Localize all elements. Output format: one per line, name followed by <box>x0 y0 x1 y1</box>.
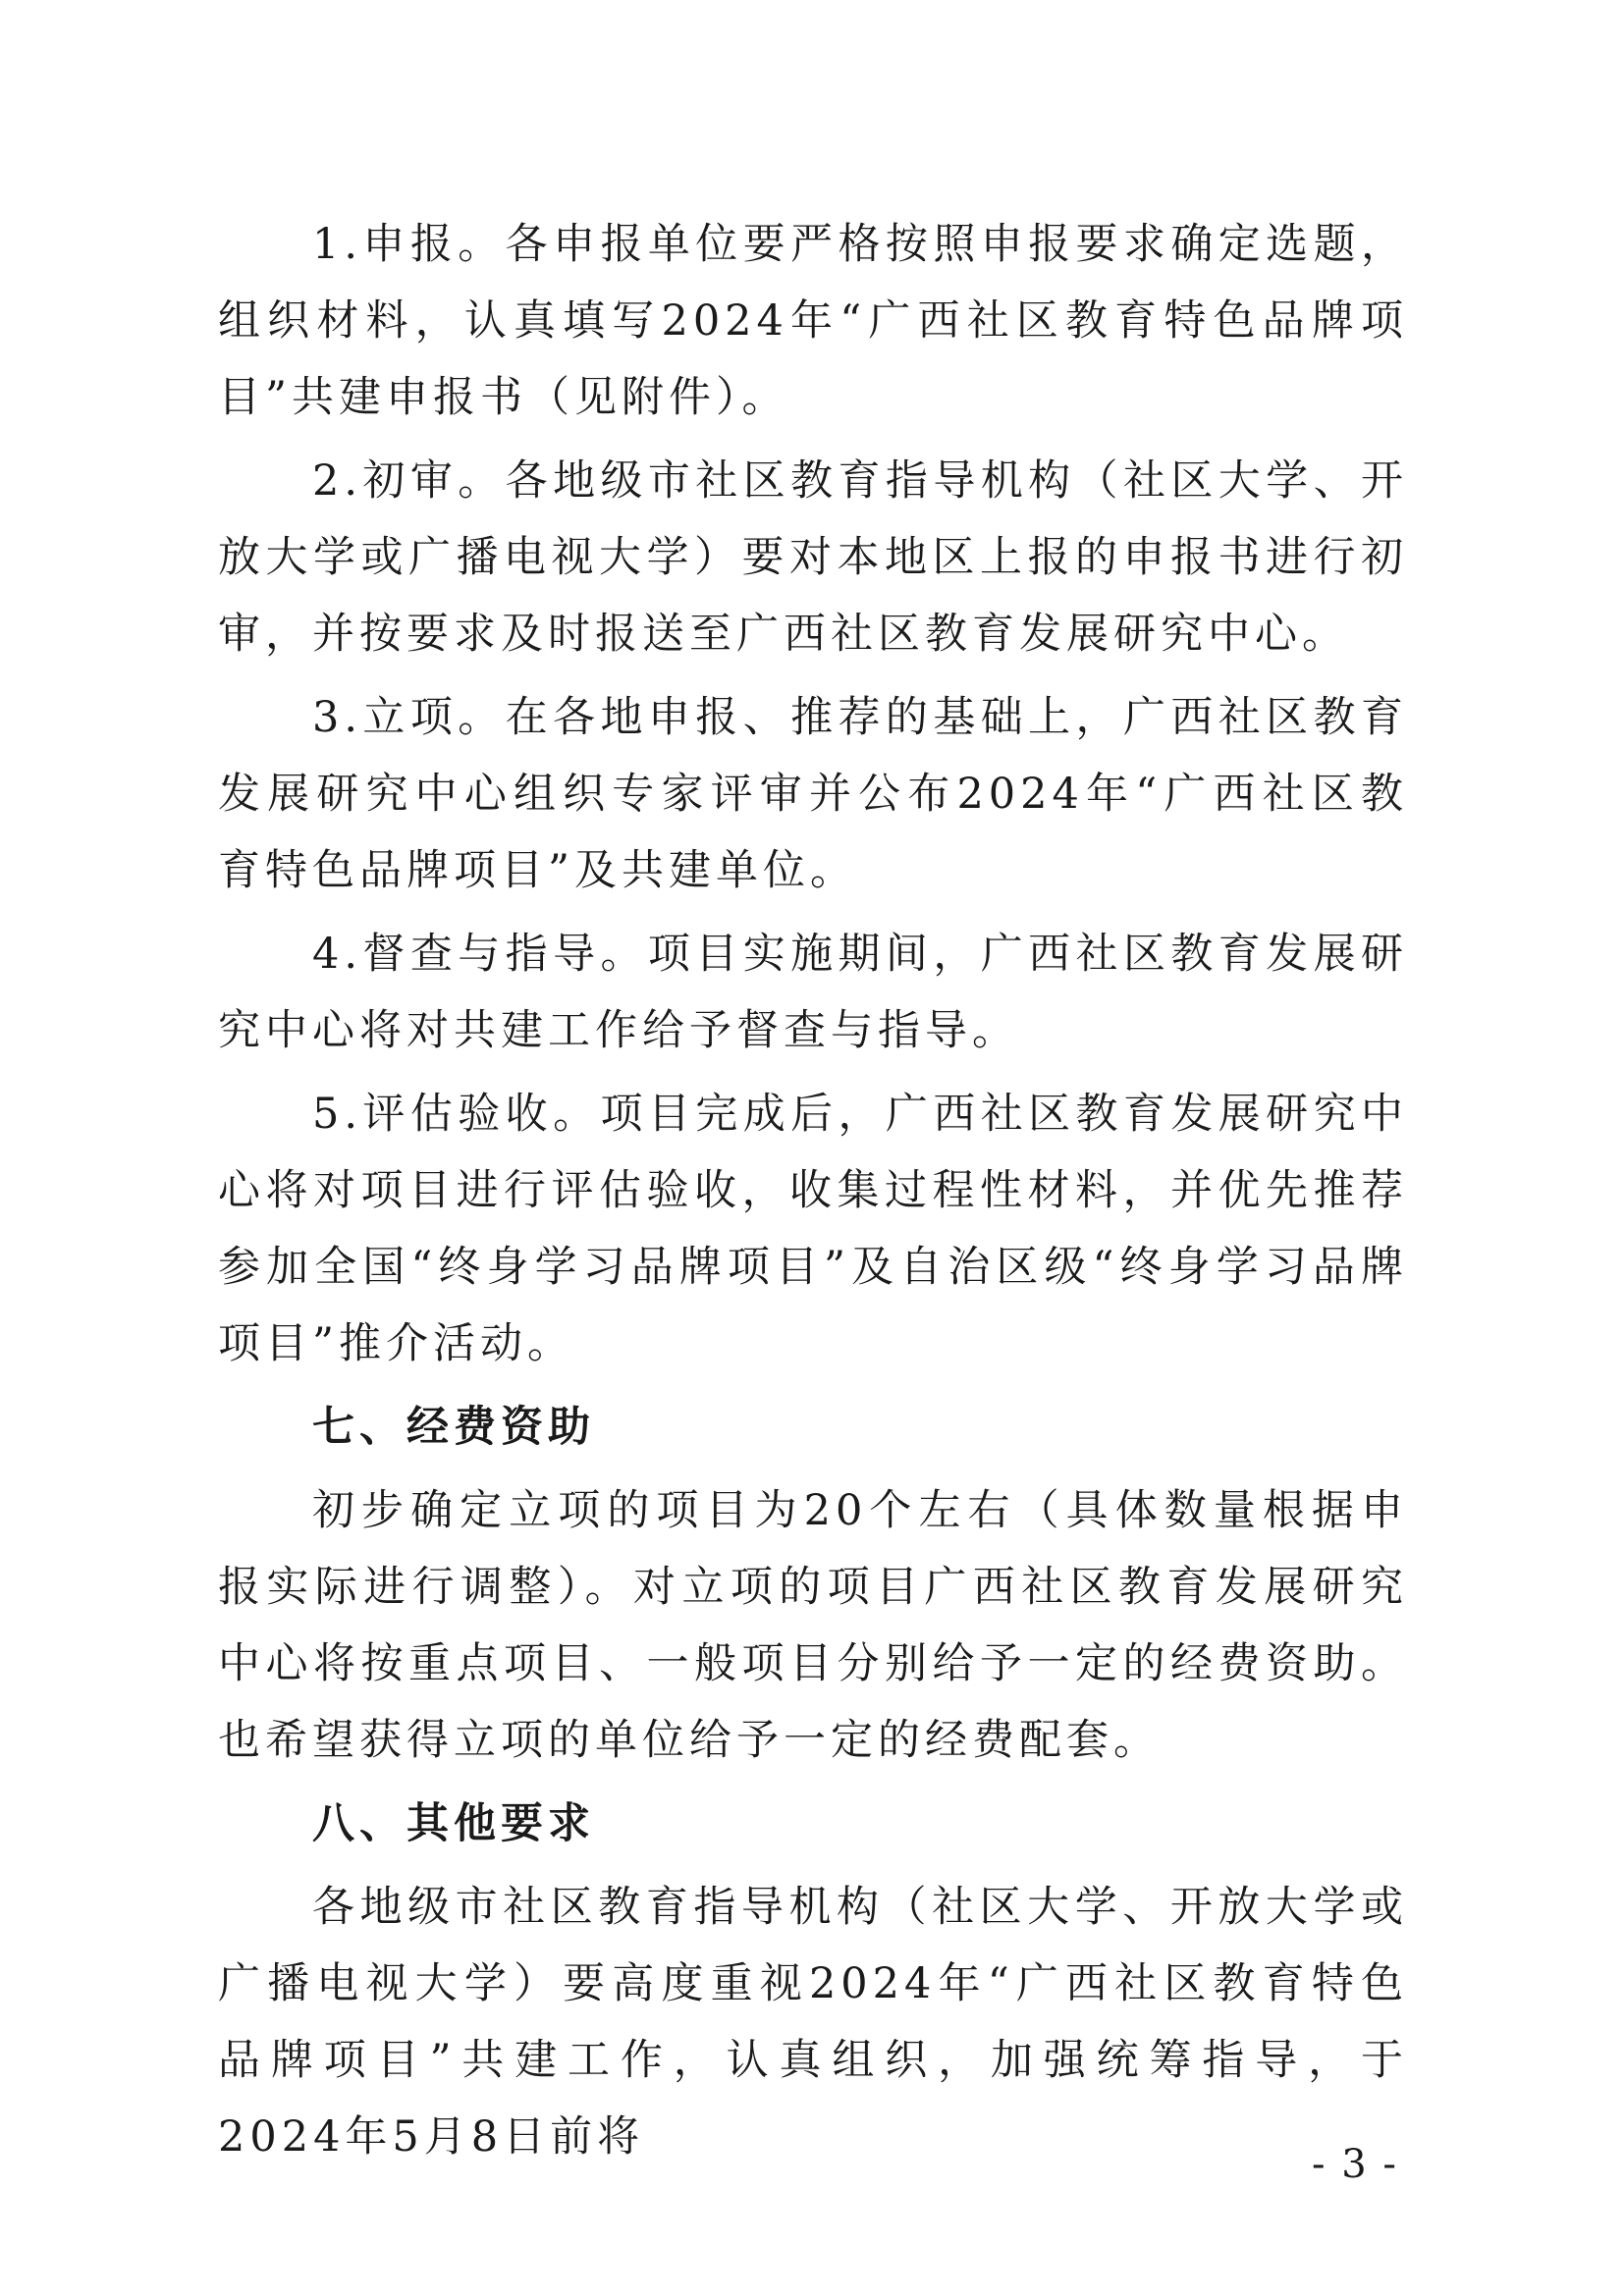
paragraph-project-approval: 3.立项。在各地申报、推荐的基础上，广西社区教育发展研究中心组织专家评审并公布2024年“广西社区教育特色品牌项目”及共建单位。 <box>218 693 1408 895</box>
paragraph-other-requirements: 各地级市社区教育指导机构（社区大学、开放大学或广播电视大学）要高度重视2024年“广西社区教育特色品牌项目”共建工作，认真组织，加强统筹指导，于2024年5月8日前将 <box>218 1883 1408 2162</box>
document-body <box>218 206 1408 2182</box>
page-number: - 3 - <box>1312 2142 1398 2187</box>
section-heading-other-requirements: 八、其他要求 <box>312 1799 595 1848</box>
paragraph-preliminary-review: 2.初审。各地级市社区教育指导机构（社区大学、开放大学或广播电视大学）要对本地区上报的申报书进行初审，并按要求及时报送至广西社区教育发展研究中心。 <box>218 456 1408 659</box>
paragraph-supervision-guidance: 4.督查与指导。项目实施期间，广西社区教育发展研究中心将对共建工作给予督查与指导。 <box>218 930 1408 1055</box>
paragraph-evaluation-acceptance: 5.评估验收。项目完成后，广西社区教育发展研究中心将对项目进行评估验收，收集过程性材料，并优先推荐参加全国“终身学习品牌项目”及自治区级“终身学习品牌项目”推介活动。 <box>218 1090 1408 1368</box>
section-heading-funding: 七、经费资助 <box>312 1403 595 1452</box>
paragraph-declaration: 1.申报。各申报单位要严格按照申报要求确定选题，组织材料，认真填写2024年“广西社区教育特色品牌项目”共建申报书（见附件）。 <box>218 220 1408 422</box>
paragraph-funding: 初步确定立项的项目为20个左右（具体数量根据申报实际进行调整）。对立项的项目广西社区教育发展研究中心将按重点项目、一般项目分别给予一定的经费资助。也希望获得立项的单位给予一定的经费配套。 <box>218 1486 1408 1765</box>
